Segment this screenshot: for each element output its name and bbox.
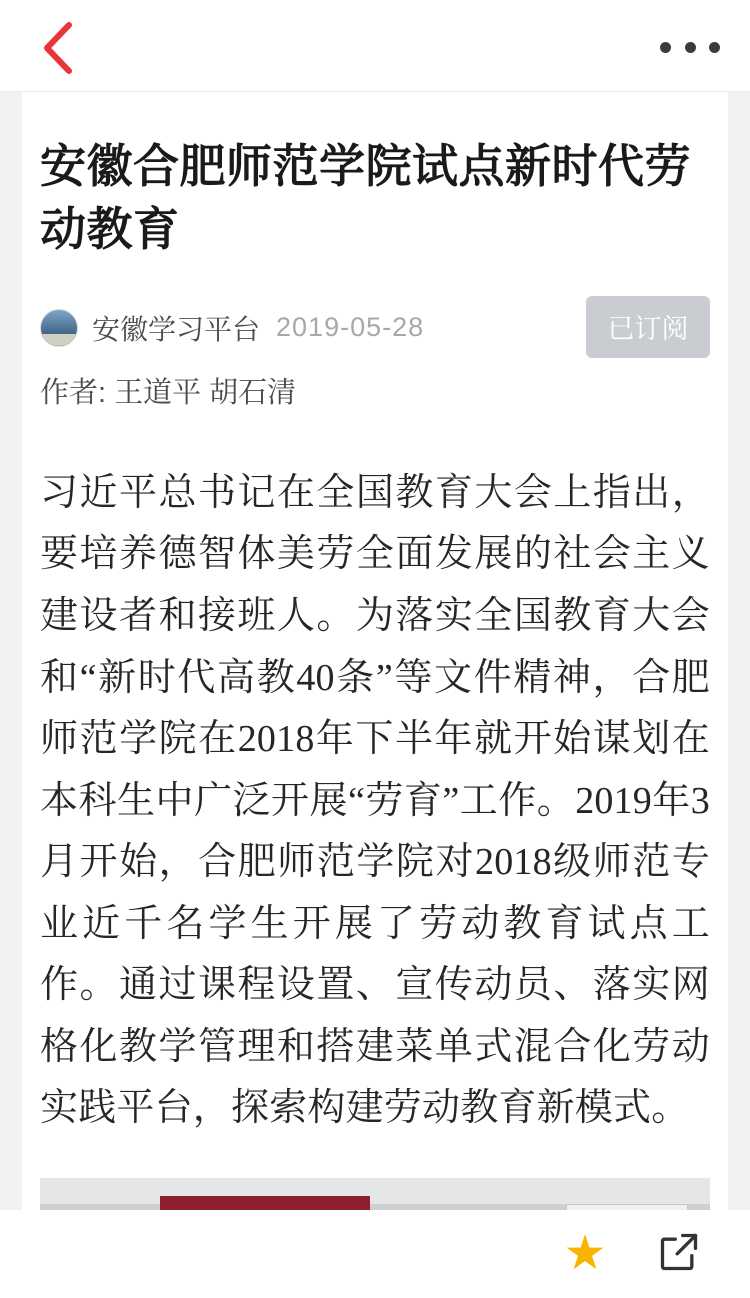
article-body: 习近平总书记在全国教育大会上指出，要培养德智体美劳全面发展的社会主义建设者和接班人。为落实全国教育大会和“新时代高教40条”等文件精神，合肥师范学院在2018年下半年就开始谋划在本科生中广泛开展“劳育”工作。2019年3月开始，合肥师范学院对2018级师范专业近千名学生开展了劳动教育试点工作。通过课程设置、宣传动员、落实网格化教学管理和搭建菜单式混合化劳动实践平台，探索构建劳动教育新模式。: [40, 471, 710, 1130]
back-button[interactable]: [30, 20, 86, 76]
article-meta: [40, 296, 710, 360]
avatar: [40, 309, 78, 347]
page-gutter-right: [728, 0, 750, 1298]
star-icon: ★: [563, 1227, 607, 1280]
subscribe-button[interactable]: 已订阅: [586, 296, 710, 358]
article-source: 安徽学习平台: [92, 313, 261, 345]
more-horizontal-icon: [709, 42, 720, 53]
chevron-left-icon: [41, 21, 75, 75]
more-horizontal-icon: [660, 42, 671, 53]
article-title: 安徽合肥师范学院试点新时代劳动教育: [40, 141, 691, 256]
page-gutter-left: [0, 0, 22, 1298]
image-ceiling: [40, 1178, 710, 1205]
share-button[interactable]: [642, 1217, 716, 1291]
favorite-button[interactable]: [548, 1217, 622, 1291]
article-author: 作者: 王道平 胡石清: [40, 376, 297, 409]
more-options-button[interactable]: [660, 22, 720, 72]
article-content: [22, 93, 728, 1298]
bottom-toolbar: [0, 1210, 750, 1298]
article-date: 2019-05-28: [276, 312, 425, 343]
share-external-icon: [657, 1230, 701, 1279]
top-navigation-bar: [0, 0, 750, 92]
more-horizontal-icon: [685, 42, 696, 53]
